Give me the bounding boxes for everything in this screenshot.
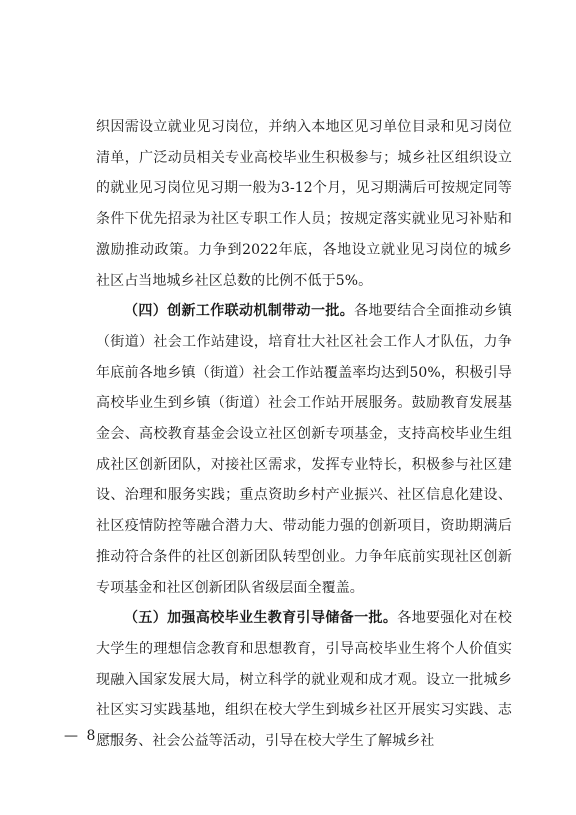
section-heading: （五）加强高校毕业生教育引导储备一批。 xyxy=(124,610,398,627)
paragraph-section-5 xyxy=(96,603,512,757)
paragraph-section-4 xyxy=(96,296,512,603)
paragraph-continuation xyxy=(96,112,512,296)
section-heading: （四）创新工作联动机制带动一批。 xyxy=(124,303,355,320)
paragraph-text: 各地要强化对在校大学生的理想信念教育和思想教育，引导高校毕业生将个人价值实现融入国家发展大局，树立科学的就业观和成才观。设立一批城乡社区实习实践基地，组织在校大学生到城乡社区开展实习实践、志愿服务、社会公益等活动，引导在校大学生了解城乡社 xyxy=(96,610,512,750)
paragraph-text: 各地要结合全面推动乡镇（街道）社会工作站建设，培育壮大社区社会工作人才队伍，力争年底前各地乡镇（街道）社会工作站覆盖率均达到50%，积极引导高校毕业生到乡镇（街道）社会工作站开展服务。鼓励教育发展基金会、高校教育基金会设立社区创新专项基金，支持高校毕业生组成社区创新团队，对接社区需求，发挥专业特长，积极参与社区建设、治理和服务实践；重点资助乡村产业振兴、社区信息化建设、社区疫情防控等融合潜力大、带动能力强的创新项目，资助期满后推动符合条件的社区创新团队转型创业。力争年底前实现社区创新专项基金和社区创新团队省级层面全覆盖。 xyxy=(96,303,512,596)
paragraph-text: 织因需设立就业见习岗位，并纳入本地区见习单位目录和见习岗位清单，广泛动员相关专业高校毕业生积极参与；城乡社区组织设立的就业见习岗位见习期一般为3-12个月，见习期满后可按规定同等条件下优先招录为社区专职工作人员；按规定落实就业见习补贴和激励推动政策。力争到2022年底，各地设立就业见习岗位的城乡社区占当地城乡社区总数的比例不低于5%。 xyxy=(96,119,512,289)
body-text xyxy=(96,112,512,757)
page-number: — 8 — xyxy=(64,728,120,744)
